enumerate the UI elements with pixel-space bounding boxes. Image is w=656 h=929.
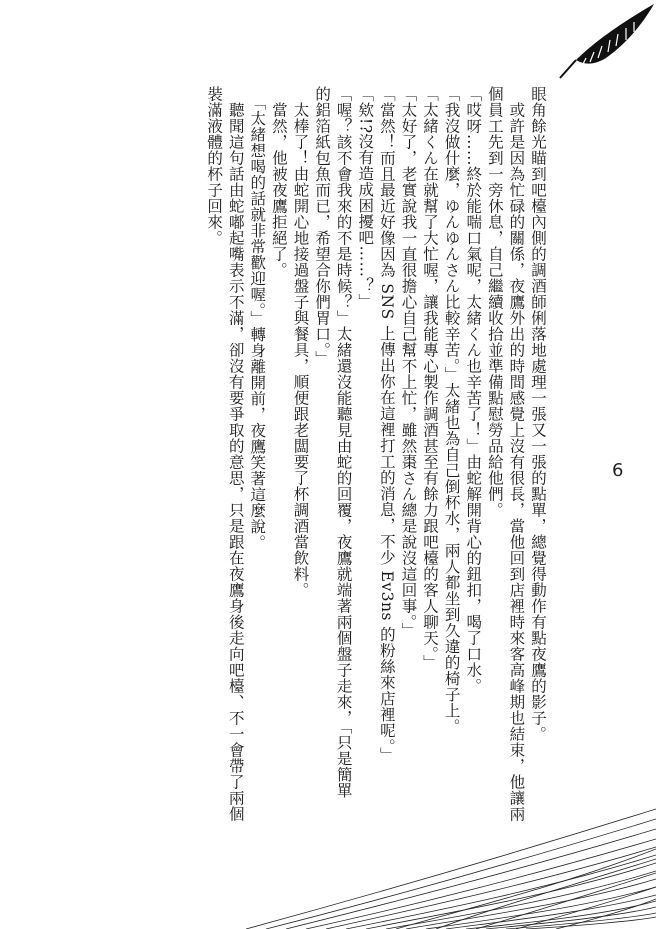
paragraph: 或許是因為忙碌的關係，夜鷹外出的時間感覺上沒有很長，當他回到店裡時來客高峰期也結束，他讓兩 (507, 86, 526, 822)
paragraph: 個員工先到一旁休息，自己繼續收拾並準備點慰勞品給他們。 (485, 86, 504, 518)
paragraph: 當然，他被夜鷹拒絕了。 (269, 86, 288, 278)
paragraph: 眼角餘光瞄到吧檯內側的調酒師俐落地處理一張又一張的點單，總覺得動作有點夜鷹的影子。 (529, 86, 547, 742)
paragraph: 「太緒想喝的話就非常歡迎喔。」轉身離開前，夜鷹笑著這麼說。 (248, 86, 267, 551)
paragraph: 「太好了，老實說我一直很擔心自己幫不上忙，雖然棗さん總是說沒這回事。」 (399, 86, 418, 639)
paragraph: 「喔？該不會我來的不是時候？」太緒還沒能聽見由蛇的回覆，夜鷹就端著兩個盤子走來，「只是簡單 (334, 86, 353, 799)
paragraph: 「我沒做什麼，ゆんゆんさん比較辛苦。」太緒也為自己倒杯水，兩人都坐到久違的椅子上。 (442, 86, 461, 735)
paragraph: 「哎呀……終於能喘口氣呢，太緒くん也辛苦了！」由蛇解開背心的鈕扣，喝了口水。 (464, 86, 483, 694)
paragraph: 裝滿液體的杯子回來。 (205, 86, 224, 246)
paragraph: 聽聞這句話由蛇嘟起嘴表示不滿，卻沒有要爭取的意思，只是跟在夜鷹身後走向吧檯、不一會帶了兩個 (226, 86, 245, 822)
paragraph: 「當然！而且最近好像因為 SNS 上傳出你在這裡打工的消息，不少 Ev3ns 的粉絲來店裡呢。」 (377, 86, 396, 763)
paragraph: 「太緒くん在就幫了大忙喔，讓我能專心製作調酒甚至有餘力跟吧檯的客人聊天。」 (421, 86, 440, 671)
feather-icon (546, 0, 656, 90)
paragraph: 太棒了！由蛇開心地接過盤子與餐具，順便跟老闆要了杯調酒當飲料。 (291, 86, 310, 598)
paragraph: 「欸!?沒有造成困擾吧……？」 (356, 86, 375, 310)
paragraph: 的鋁箔紙包魚而已，希望合你們胃口。」 (313, 86, 332, 367)
vertical-text-body (203, 86, 549, 876)
page-number: 6 (612, 460, 624, 481)
